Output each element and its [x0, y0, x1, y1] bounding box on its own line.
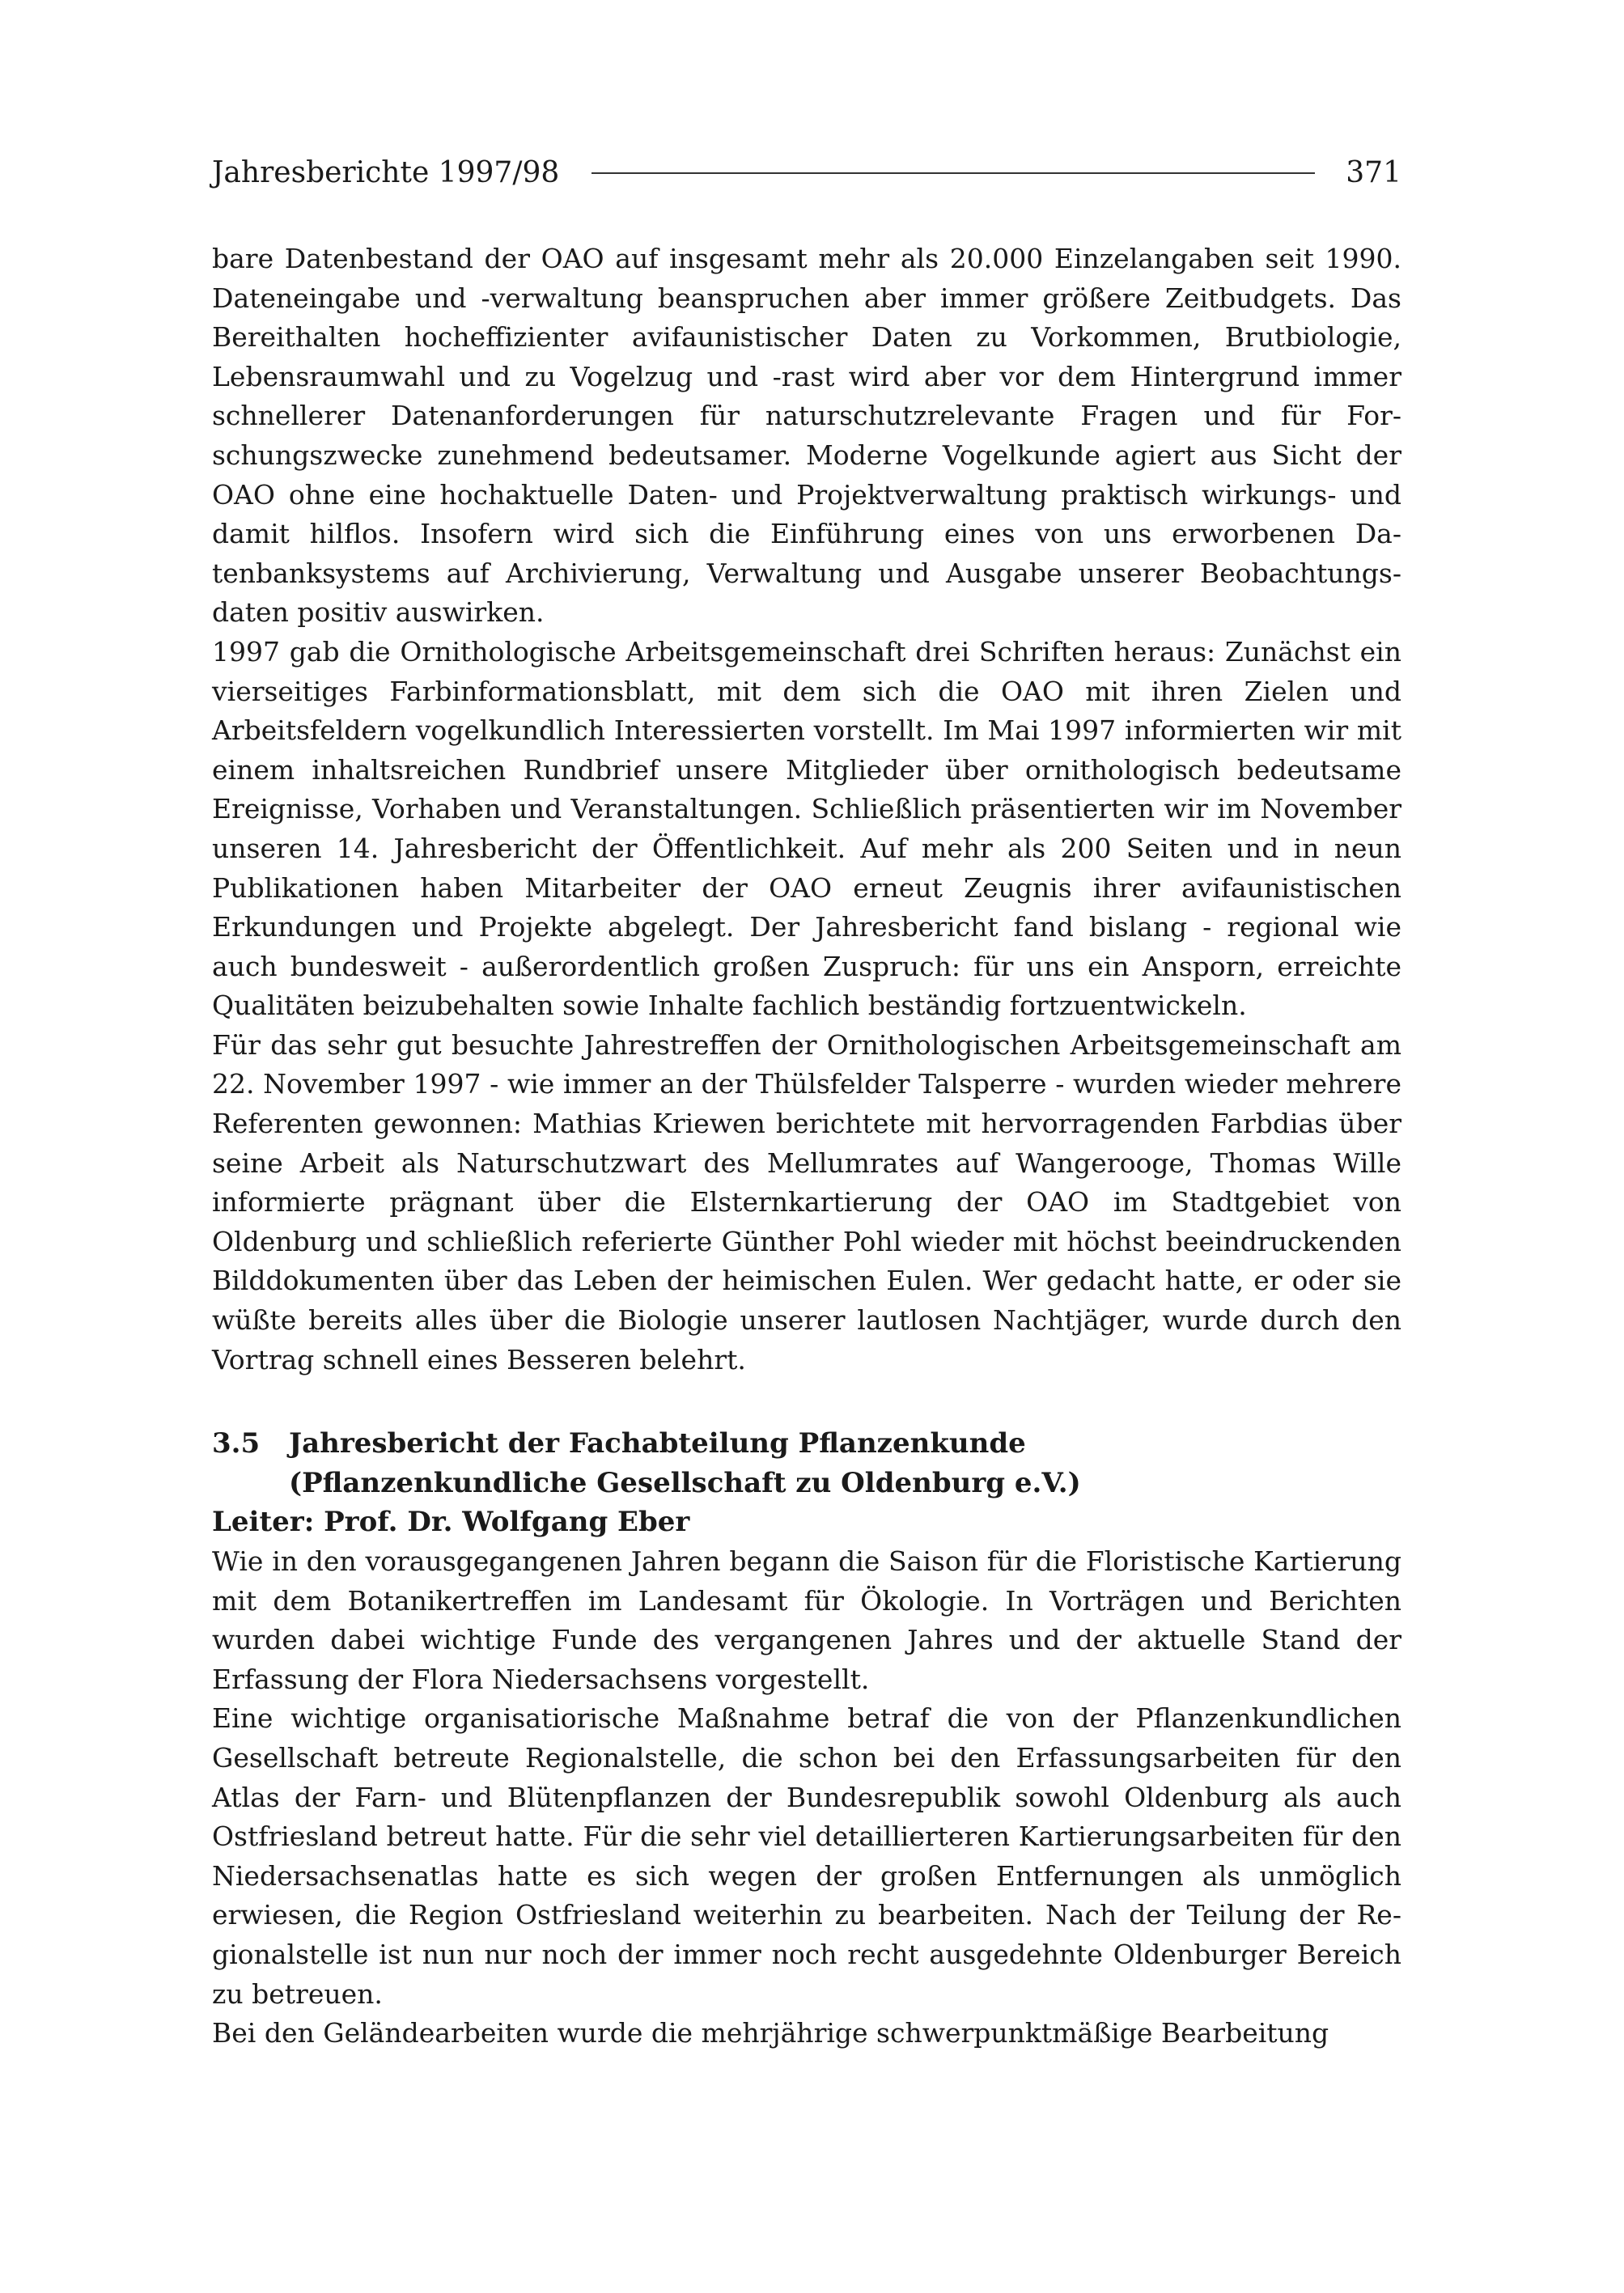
body-text-part2	[212, 1542, 1401, 2054]
running-header	[212, 154, 1401, 193]
paragraph-oao-publications: 1997 gab die Ornithologische Arbeitsgemeinschaft drei Schriften heraus: Zunächst ein vierseitiges Farbinformationsblatt, mit dem sich die OAO mit ihren Zielen und Arbeitsfeldern vogelkundlich Interessierten vorstellt. Im Mai 1997 informierten wir mit einem inhaltsreichen Rundbrief unsere Mitglieder über ornithologisch bedeutsame Ereignisse, Vorhaben und Veranstaltungen. Schließlich präsentierten wir im November unseren 14. Jahresbericht der Öffentlichkeit. Auf mehr als 200 Seiten und in neun Publikationen haben Mitarbeiter der OAO erneut Zeugnis ihrer avifaunistischen Erkundungen und Projekte abgelegt. Der Jahresbericht fand bislang - regional wie auch bundesweit - außerordentlich großen Zuspruch: für uns ein Ansporn, erreichte Qualitäten beizubehalten sowie Inhalte fachlich beständig fortzuentwickeln.	[212, 635, 1401, 1022]
section-leader: Leiter: Prof. Dr. Wolfgang Eber	[212, 1506, 690, 1539]
page-number: 371	[1346, 156, 1401, 189]
document-page	[212, 154, 1401, 2054]
section-spacer	[212, 1380, 1401, 1424]
paragraph-botanist-meeting: Wie in den vorausgegangenen Jahren begann die Saison für die Floristische Kartierung mit dem Botanikertreffen im Landesamt für Ökologie. In Vorträgen und Berichten wurden dabei wichtige Funde des vergangenen Jahres und der aktuelle Stand der Erfassung der Flora Niedersachsens vorgestellt.	[212, 1545, 1401, 1695]
section-title-line2: (Pflanzenkundliche Gesellschaft zu Oldenburg e.V.)	[289, 1466, 1081, 1499]
section-number: 3.5	[212, 1427, 261, 1460]
section-title	[212, 1424, 1401, 1503]
paragraph-oao-annual-meeting: Für das sehr gut besuchte Jahrestreffen der Ornithologischen Arbeitsgemeinschaft am 22. November 1997 - wie immer an der Thülsfelder Talsperre - wurden wieder mehrere Referenten gewonnen: Mathias Kriewen berichtete mit hervorragenden Farbdias über seine Arbeit als Naturschutzwart des Mellumrates auf Wangerooge, Thomas Wille informierte prägnant über die Elsternkartierung der OAO im Stadtgebiet von Oldenburg und schließlich referierte Günther Pohl wieder mit höchst beeindruckenden Bilddokumenten über das Leben der heimischen Eulen. Wer gedacht hatte, er oder sie wüßte bereits alles über die Biologie unserer lautlosen Nachtjäger, wurde durch den Vortrag schnell eines Besseren belehrt.	[212, 1028, 1401, 1375]
running-title: Jahresberichte 1997/98	[212, 156, 560, 189]
paragraph-fieldwork: Bei den Geländearbeiten wurde die mehrjährige schwerpunktmäßige Bearbeitung	[212, 2017, 1329, 2049]
paragraph-regional-office: Eine wichtige organisatiorische Maßnahme betraf die von der Pflanzenkundlichen Gesellschaft betreute Regionalstelle, die schon bei den Erfassungsarbeiten für den Atlas der Farn- und Blütenpflanzen der Bundesrepublik sowohl Oldenburg als auch Ostfriesland betreut hatte. Für die sehr viel detaillierteren Kartierungsarbeiten für den Niedersachsenatlas hatte es sich wegen der großen Entfernungen als unmöglich erwiesen, die Region Ostfriesland weiterhin zu bearbeiten. Nach der Teilung der Regionalstelle ist nun nur noch der immer noch recht ausgedehnte Oldenburger Bereich zu betreuen.	[212, 1702, 1401, 2010]
body-text-part1	[212, 239, 1401, 1380]
paragraph-oao-database: bare Datenbestand der OAO auf insgesamt mehr als 20.000 Einzelangaben seit 1990. Dateneingabe und -verwaltung beanspruchen aber immer größere Zeitbudgets. Das Bereithalten hocheffizienter avifaunistischer Daten zu Vorkommen, Brutbiologie, Lebensraumwahl und zu Vogelzug und -rast wird aber vor dem Hintergrund immer schnellerer Datenanforderungen für naturschutzrelevante Fragen und für Forschungszwecke zunehmend bedeutsamer. Moderne Vogelkunde agiert aus Sicht der OAO ohne eine hochaktuelle Daten- und Projektverwaltung praktisch wirkungs- und damit hilflos. Insofern wird sich die Einführung eines von uns erworbenen Datenbanksystems auf Archivierung, Verwaltung und Ausgabe unserer Beobachtungsdaten positiv auswirken.	[212, 243, 1401, 629]
section-title-line1: Jahresbericht der Fachabteilung Pflanzenkunde	[289, 1427, 1026, 1460]
header-rule	[592, 172, 1315, 174]
section-heading	[212, 1424, 1401, 1542]
